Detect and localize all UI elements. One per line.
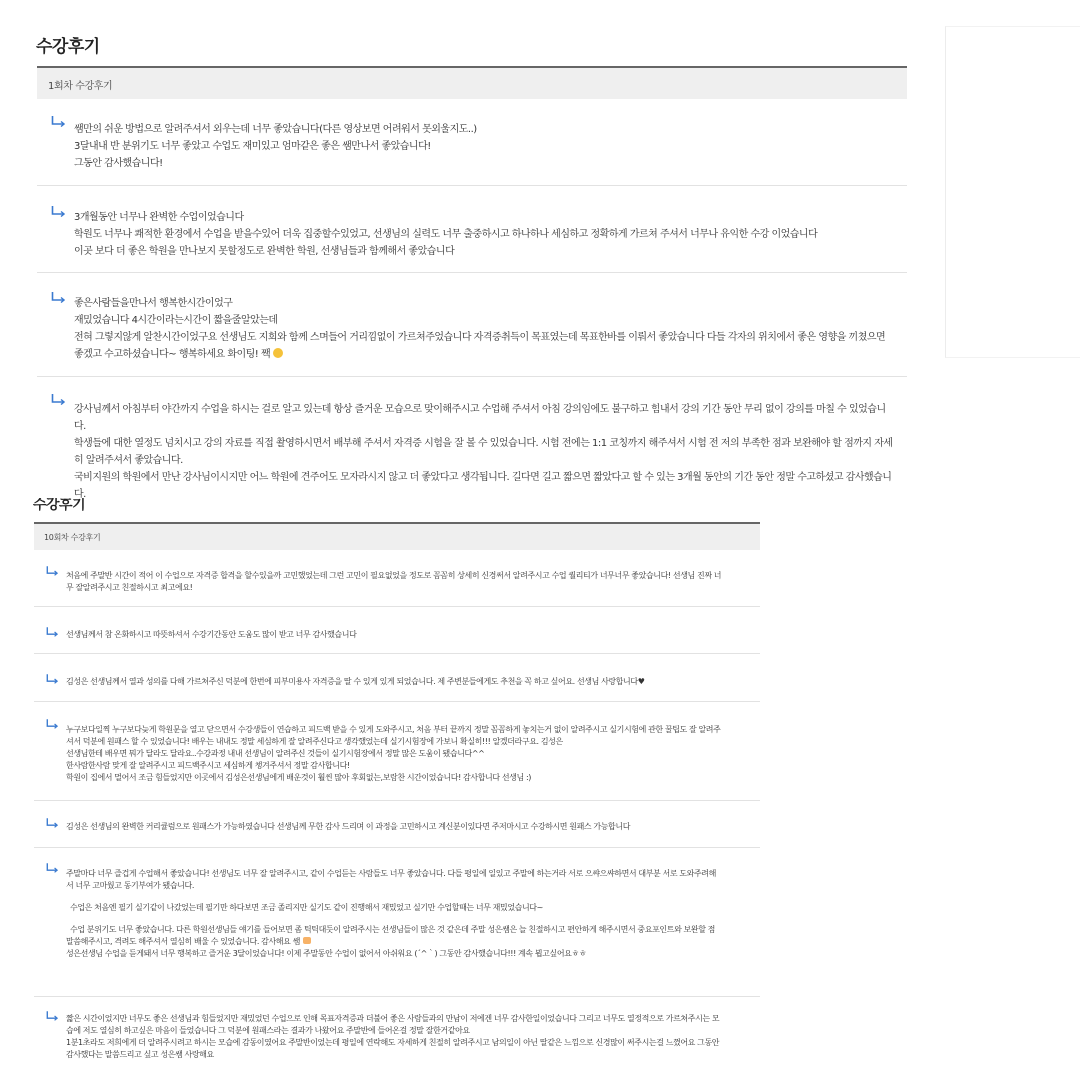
heart-emoji-icon bbox=[303, 937, 311, 944]
review-line: 성은선생님 수업을 듣게돼서 너무 행복하고 즐거운 3달이었습니다! 이제 주말동안 수업이 없어서 아쉬워요 (´^｀) 그동안 감사했습니다!!! 계속 뵙고싶어요ㅎㅎ bbox=[66, 949, 587, 958]
section-label: 1회차 수강후기 bbox=[48, 81, 113, 92]
page-title: 수강후기 bbox=[33, 498, 86, 513]
reply-arrow-icon bbox=[46, 818, 58, 828]
review-item bbox=[34, 607, 760, 654]
review-line: 3개월동안 너무나 완벽한 수업이었습니다 bbox=[74, 212, 244, 223]
review-item bbox=[37, 273, 907, 377]
review-line: 1분1초라도 저희에게 더 알려주시려고 하시는 모습에 감동이였어요 주말반이었는데 평일에 연락해도 자세하게 친절히 알려주시고 남의일이 아닌 딸같은 느낌으로 신경많이 써주시는걸 느꼈어요 그동안 bbox=[66, 1038, 720, 1047]
review-line: 그동안 감사했습니다! bbox=[74, 158, 163, 169]
review-item bbox=[37, 186, 907, 273]
reply-arrow-icon bbox=[46, 627, 58, 637]
review-line: 재밌었습니다 4시간이라는시간이 짧을줄알았는데 bbox=[74, 315, 278, 326]
review-list bbox=[37, 99, 907, 498]
review-line: 선생님께서 참 온화하시고 따뜻하셔서 수강기간동안 도움도 많이 받고 너무 감사했습니다 bbox=[66, 630, 357, 639]
review-line: 짧은 시간이었지만 너무도 좋은 선생님과 힘들었지만 재밌었던 수업으로 인해 목표자격증과 더불어 좋은 사람들과의 만남이 저에겐 너무 감사한일이었습니다 그리고 너무도 열정적으로 가르쳐주시는 모 bbox=[66, 1014, 720, 1023]
review-line: 강사님께서 아침부터 야간까지 수업을 하시는 걸로 알고 있는데 항상 즐거운 모습으로 맞이해주시고 수업해 주셔서 아침 강의임에도 불구하고 힘내서 강의 기간 동안 무리 없이 강의를 마칠 수 있었습니 bbox=[74, 404, 886, 415]
reply-arrow-icon bbox=[51, 292, 65, 303]
review-line: 좋겠고 수고하셨습니다~ 행복하세요 화이팅! 짹 bbox=[74, 349, 271, 360]
review-line: 히 알려주셔서 좋았습니다. bbox=[74, 455, 183, 466]
review-line: 3달내내 반 분위기도 너무 좋았고 수업도 재미있고 엄마같은 좋은 쌤만나서 좋았습니다! bbox=[74, 141, 431, 152]
review-line: 학생들에 대한 열정도 넘치시고 강의 자료를 직접 촬영하시면서 배부해 주셔서 자격증 시험을 잘 볼 수 있었습니다. 시험 전에는 1:1 코칭까지 해주셔서 시험 전 저의 부족한 점과 보완해야 할 점까지 자세 bbox=[74, 438, 893, 449]
reply-arrow-icon bbox=[51, 206, 65, 217]
review-line: 쌤만의 쉬운 방법으로 알려주셔서 외우는데 너무 좋았습니다(다른 영상보면 어려워서 못외울지도..) bbox=[74, 124, 477, 135]
reply-arrow-icon bbox=[51, 116, 65, 127]
review-item bbox=[34, 654, 760, 702]
review-line: 감사했다는 말씀드리고 싶고 성은쌤 사랑해요 bbox=[66, 1050, 214, 1059]
section-header bbox=[37, 66, 907, 99]
review-line: 말씀해주시고, 격려도 해주셔서 열심히 배울 수 있었습니다. 감사해요 쌤 bbox=[66, 937, 300, 946]
reply-arrow-icon bbox=[46, 674, 58, 684]
review-item bbox=[34, 997, 760, 1080]
reply-arrow-icon bbox=[46, 719, 58, 729]
review-item bbox=[37, 377, 907, 498]
reply-arrow-icon bbox=[46, 1011, 58, 1021]
section-header bbox=[34, 522, 760, 550]
review-item bbox=[34, 550, 760, 607]
reply-arrow-icon bbox=[46, 863, 58, 873]
page-title: 수강후기 bbox=[36, 37, 100, 57]
review-line: 선생님한테 배우면 뭐가 달라도 달라요..수강과정 내내 선생님이 알려주신 것들이 실기시험장에서 정말 많은 도움이 됐습니다^^ bbox=[66, 749, 485, 758]
review-item bbox=[34, 801, 760, 848]
review-panel-1 bbox=[0, 0, 1080, 498]
review-line: 다. bbox=[74, 421, 86, 432]
review-line: 주말마다 너무 즐겁게 수업해서 좋았습니다! 선생님도 너무 잘 알려주시고, 같이 수업듣는 사람들도 너무 좋았습니다. 다들 평일에 일있고 주말에 하는거라 서로 으쌰으쌰하면서 대부분 서로 도와주려해 bbox=[66, 869, 716, 878]
review-line: 수업은 처음엔 필기 실기같이 나갔었는데 필기만 하다보면 조금 졸리지만 실기도 같이 진행해서 재밌었고 실기만 수업할때는 너무 재밌었습니다~ bbox=[70, 903, 543, 912]
reply-arrow-icon bbox=[46, 566, 58, 576]
section-label: 10회차 수강후기 bbox=[44, 533, 101, 542]
review-line: 셔서 덕분에 원패스 할 수 있었습니다! 배우는 내내도 정말 세심하게 잘 알려주신다고 생각했었는데 실기시험장에 가보니 확실히!!! 알겠더라구요. 김성은 bbox=[66, 737, 563, 746]
review-list bbox=[34, 550, 760, 1080]
review-line: 누구보다일찍 누구보다늦게 학원문을 열고 닫으면서 수강생들이 연습하고 피드백 받을 수 있게 도와주시고, 처음 부터 끝까지 정말 꼼꼼하게 놓치는거 없이 알려주시고 실기시험에 관한 꿀팁도 잘 알려주 bbox=[66, 725, 721, 734]
review-line: 무 잘알려주시고 친절하시고 최고에요! bbox=[66, 583, 193, 592]
review-line: 한사람한사람 맞게 잘 알려주시고 피드백주시고 세심하게 챙겨주셔서 정말 감사합니다! bbox=[66, 761, 350, 770]
review-panel-2 bbox=[0, 498, 1080, 1080]
review-line: 전혀 그렇지않게 알찬시간이었구요 선생님도 지희와 함께 스며들어 거리낌없이 가르쳐주었습니다 자격증취득이 목표였는데 목표한바를 이뤄서 좋았습니다 다들 각자의 위치에서 좋은 영향을 끼쳤으면 bbox=[74, 332, 886, 343]
review-line: 수업 분위기도 너무 좋았습니다. 다른 학원선생님들 얘기를 들어보면 좀 틱틱대듯이 알려주시는 선생님들이 많은 것 같은데 주말 성은쌤은 늘 친절하시고 편안하게 해주시면서 중요포인트와 보완할 점 bbox=[70, 925, 715, 934]
review-item bbox=[37, 99, 907, 186]
review-line: 서 너무 고마웠고 동기부여가 됐습니다. bbox=[66, 881, 194, 890]
review-line: 다. bbox=[74, 489, 86, 498]
hand-emoji-icon bbox=[273, 348, 283, 358]
reply-arrow-icon bbox=[51, 394, 65, 405]
review-item bbox=[34, 702, 760, 801]
review-line: 처음에 주말반 시간이 적어 이 수업으로 자격증 합격을 할수있을까 고민했었는데 그런 고민이 필요없었을 정도로 꼼꼼히 상세히 신경써서 알려주시고 수업 퀄리티가 너무너무 좋았습니다! 선생님 진짜 너 bbox=[66, 571, 722, 580]
review-line: 이곳 보다 더 좋은 학원을 만나보지 못할정도로 완벽한 학원, 선생님들과 함께해서 좋았습니다 bbox=[74, 246, 455, 257]
review-item bbox=[34, 848, 760, 997]
review-line: 김성은 선생님께서 열과 성의를 다해 가르쳐주신 덕분에 한번에 피부미용사 자격증을 딸 수 있게 있게 되었습니다. 제 주변분들에게도 추천을 꼭 하고 싶어요. 선생님 사랑합니다♥ bbox=[66, 677, 645, 686]
review-line: 김성은 선생님의 완벽한 커리큘럼으로 원패스가 가능하였습니다 선생님께 무한 감사 드리며 이 과정을 고민하시고 계신분이있다면 주저마시고 수강하시면 원패스 가능합니다 bbox=[66, 822, 631, 831]
review-line: 좋은사람들을만나서 행복한시간이었구 bbox=[74, 298, 233, 309]
sidebar-panel bbox=[945, 26, 1080, 358]
review-line: 습에 저도 열심히 하고싶은 마음이 들었습니다 그 덕분에 원패스라는 결과가 나왔어요 주말반에 들어온걸 정말 잘한거같아요 bbox=[66, 1026, 470, 1035]
review-line: 학원이 집에서 멀어서 조금 힘들었지만 이곳에서 김성은선생님에게 배운것이 훨씬 많아 후회없는,보람찬 시간이었습니다! 감사합니다 선생님 :) bbox=[66, 773, 531, 782]
review-line: 국비지원의 학원에서 만난 강사님이시지만 어느 학원에 견주어도 모자라시지 않고 더 좋았다고 생각됩니다. 길다면 길고 짧으면 짧았다고 할 수 있는 3개월 동안의 기간 동안 정말 수고하셨고 감사했습니 bbox=[74, 472, 892, 483]
review-line: 학원도 너무나 쾌적한 환경에서 수업을 받을수있어 더욱 집중할수있었고, 선생님의 실력도 너무 출중하시고 하나하나 세심하고 정확하게 가르쳐 주셔서 너무나 유익한 수강 이었습니다 bbox=[74, 229, 818, 240]
